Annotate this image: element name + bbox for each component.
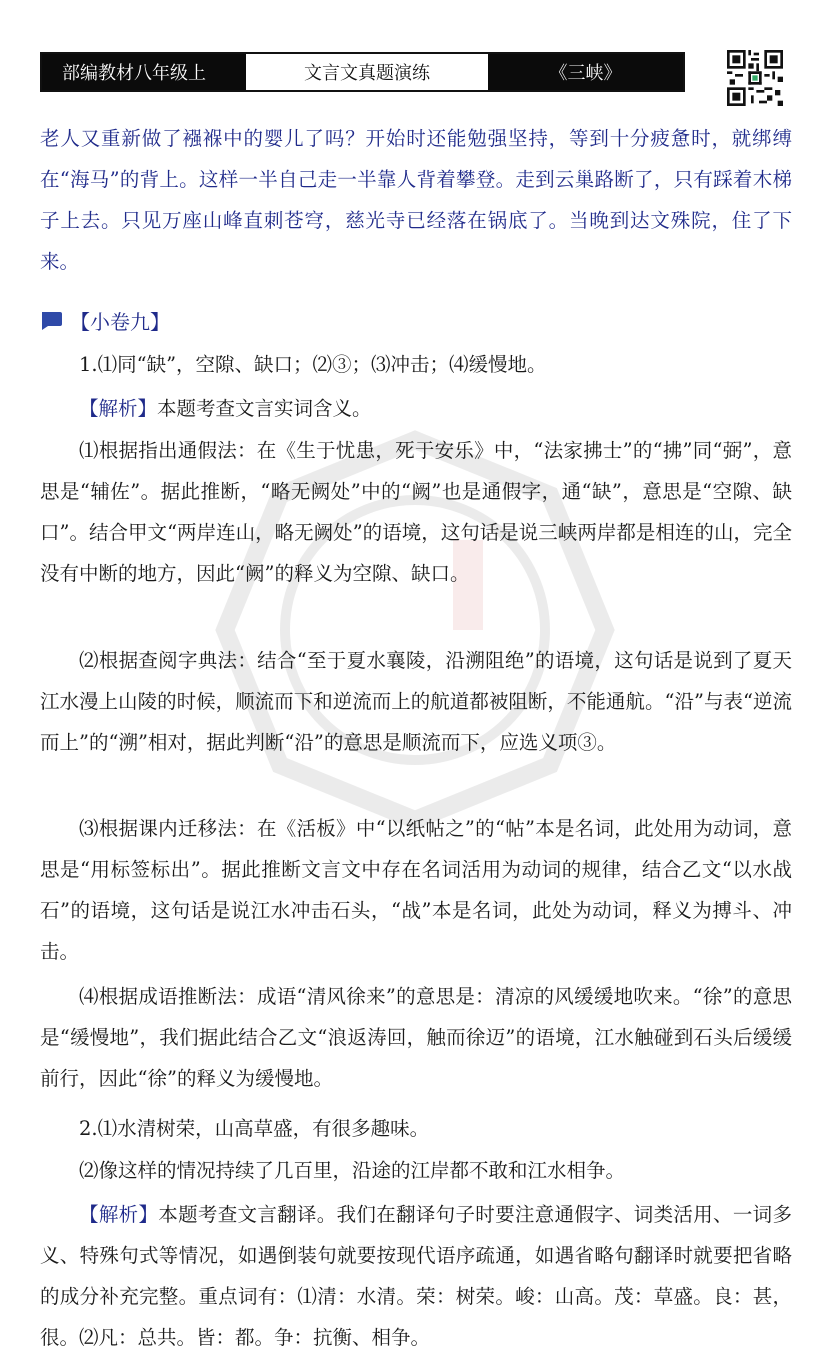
q2-analysis [40,1194,792,1358]
q1-analysis [40,388,792,429]
section-title [40,300,170,340]
header-bar [40,52,685,92]
q1-paragraph-4: ⑷根据成语推断法：成语“清风徐来”的意思是：清凉的风缓缓地吹来。“徐”的意思是“缓慢地”，我们据此结合乙文“浪返涛回，触而徐迈”的语境，江水触碰到石头后缓缓前行，因此“徐”的释义为缓慢地。 [40,985,792,1090]
q1-paragraph-2: ⑵根据查阅字典法：结合“至于夏水襄陵，沿溯阻绝”的语境，这句话是说到了夏天江水漫上山陵的时候，顺流而下和逆流而上的航道都被阻断，不能通航。“沿”与表“逆流而上”的“溯”相对，据此判断“沿”的意思是顺流而下，应选义项③。 [40,649,792,754]
analysis-label-2: 【解析】 [79,1203,159,1226]
header-grade: 部编教材八年级上 [42,54,246,90]
analysis-text-2: 本题考查文言翻译。我们在翻译句子时要注意通假字、词类活用、一词多义、特殊句式等情况，如遇倒装句就要按现代语序疏通，如遇省略句翻译时就要把省略的成分补充完整。重点词有：⑴清：水清。荣：树荣。峻：山高。茂：草盛。良：甚，很。⑵凡：总共。皆：都。争：抗衡、相争。 [40,1203,792,1349]
q1-paragraph-1: ⑴根据指出通假法：在《生于忧患，死于安乐》中，“法家拂士”的“拂”同“弼”，意思是“辅佐”。据此推断，“略无阙处”中的“阙”也是通假字，通“缺”，意思是“空隙、缺口”。结合甲文“两岸连山，略无阙处”的语境，这句话是说三峡两岸都是相连的山，完全没有中断的地方，因此“阙”的释义为空隙、缺口。 [40,439,792,585]
analysis-text: 本题考查文言实词含义。 [157,397,372,420]
q2-answer-2: ⑵像这样的情况持续了几百里，沿途的江岸都不敢和江水相争。 [79,1159,626,1182]
section-title-text: 【小卷九】 [70,309,170,334]
header-lesson: 《三峡》 [488,54,683,90]
intro-paragraph: 老人又重新做了襁褓中的婴儿了吗？开始时还能勉强坚持，等到十分疲惫时，就绑缚在“海马”的背上。这样一半自己走一半靠人背着攀登。走到云巢路断了，只有踩着木梯子上去。只见万座山峰直刺苍穹，慈光寺已经落在锅底了。当晚到达文殊院，住了下来。 [40,127,792,273]
q1-paragraph-3: ⑶根据课内迁移法：在《活板》中“以纸帖之”的“帖”本是名词，此处用为动词，意思是“用标签标出”。据此推断文言文中存在名词活用为动词的规律，结合乙文“以水战石”的语境，这句话是说江水冲击石头，“战”本是名词，此处为动词，释义为搏斗、冲击。 [40,817,792,963]
qr-code-icon [727,50,783,106]
q1-answer: 1.⑴同“缺”，空隙、缺口；⑵③；⑶冲击；⑷缓慢地。 [79,353,547,376]
q2-answer-1: 2.⑴水清树荣，山高草盛，有很多趣味。 [79,1117,430,1140]
bookmark-icon [40,310,64,330]
header-title: 文言文真题演练 [246,54,488,90]
analysis-label: 【解析】 [79,397,158,420]
